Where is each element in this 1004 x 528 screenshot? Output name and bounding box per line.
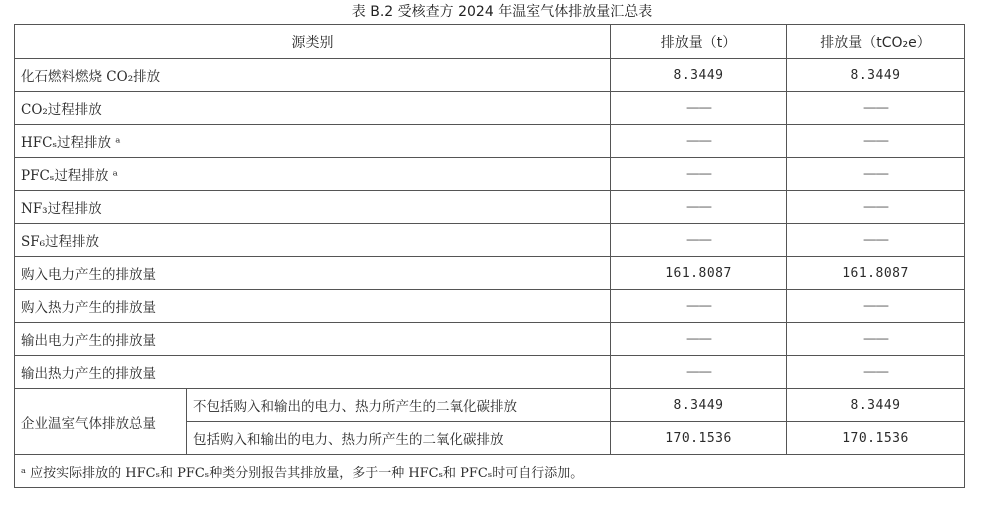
- total-excluding-label: 不包括购入和输出的电力、热力所产生的二氧化碳排放: [187, 389, 611, 422]
- value-t: ——: [611, 92, 787, 125]
- row-label: 购入热力产生的排放量: [15, 290, 611, 323]
- row-label: 化石燃料燃烧 CO₂排放: [15, 59, 611, 92]
- table-row: [15, 59, 965, 92]
- table-row: [15, 224, 965, 257]
- row-label: 输出电力产生的排放量: [15, 323, 611, 356]
- value-t: 161.8087: [611, 257, 787, 290]
- header-row: [15, 25, 965, 59]
- value-t: ——: [611, 323, 787, 356]
- value-co2e: ——: [787, 356, 965, 389]
- value-co2e: ——: [787, 92, 965, 125]
- value-co2e: ——: [787, 191, 965, 224]
- value-co2e: ——: [787, 323, 965, 356]
- row-label: 输出热力产生的排放量: [15, 356, 611, 389]
- total-label: 企业温室气体排放总量: [15, 389, 187, 455]
- table-row: [15, 158, 965, 191]
- footnote-row: [15, 455, 965, 488]
- value-t: 8.3449: [611, 59, 787, 92]
- total-including-label: 包括购入和输出的电力、热力所产生的二氧化碳排放: [187, 422, 611, 455]
- row-label: SF₆过程排放: [15, 224, 611, 257]
- emission-summary-table: [14, 24, 965, 488]
- total-including-co2e: 170.1536: [787, 422, 965, 455]
- table-row: [15, 92, 965, 125]
- value-co2e: 161.8087: [787, 257, 965, 290]
- value-co2e: ——: [787, 125, 965, 158]
- row-label: HFCₛ过程排放 ᵃ: [15, 125, 611, 158]
- value-t: ——: [611, 125, 787, 158]
- total-excluding-t: 8.3449: [611, 389, 787, 422]
- value-co2e: 8.3449: [787, 59, 965, 92]
- value-t: ——: [611, 191, 787, 224]
- table-row: [15, 125, 965, 158]
- header-emission-t: 排放量（t）: [611, 25, 787, 59]
- row-label: 购入电力产生的排放量: [15, 257, 611, 290]
- table-caption: 表 B.2 受核查方 2024 年温室气体排放量汇总表: [351, 4, 653, 20]
- header-emission-tco2e: 排放量（tCO₂e）: [787, 25, 965, 59]
- footnote: ᵃ 应按实际排放的 HFCₛ和 PFCₛ种类分别报告其排放量，多于一种 HFCₛ和 PFCₛ时可自行添加。: [15, 455, 965, 488]
- value-co2e: ——: [787, 158, 965, 191]
- table-row: [15, 290, 965, 323]
- table-row: [15, 356, 965, 389]
- value-t: ——: [611, 158, 787, 191]
- total-row-excluding: [15, 389, 965, 422]
- row-label: NF₃过程排放: [15, 191, 611, 224]
- row-label: PFCₛ过程排放 ᵃ: [15, 158, 611, 191]
- header-source: 源类别: [15, 25, 611, 59]
- value-t: ——: [611, 290, 787, 323]
- table-row: [15, 323, 965, 356]
- value-t: ——: [611, 356, 787, 389]
- value-t: ——: [611, 224, 787, 257]
- table-row: [15, 191, 965, 224]
- table-row: [15, 257, 965, 290]
- value-co2e: ——: [787, 290, 965, 323]
- value-co2e: ——: [787, 224, 965, 257]
- total-including-t: 170.1536: [611, 422, 787, 455]
- total-excluding-co2e: 8.3449: [787, 389, 965, 422]
- row-label: CO₂过程排放: [15, 92, 611, 125]
